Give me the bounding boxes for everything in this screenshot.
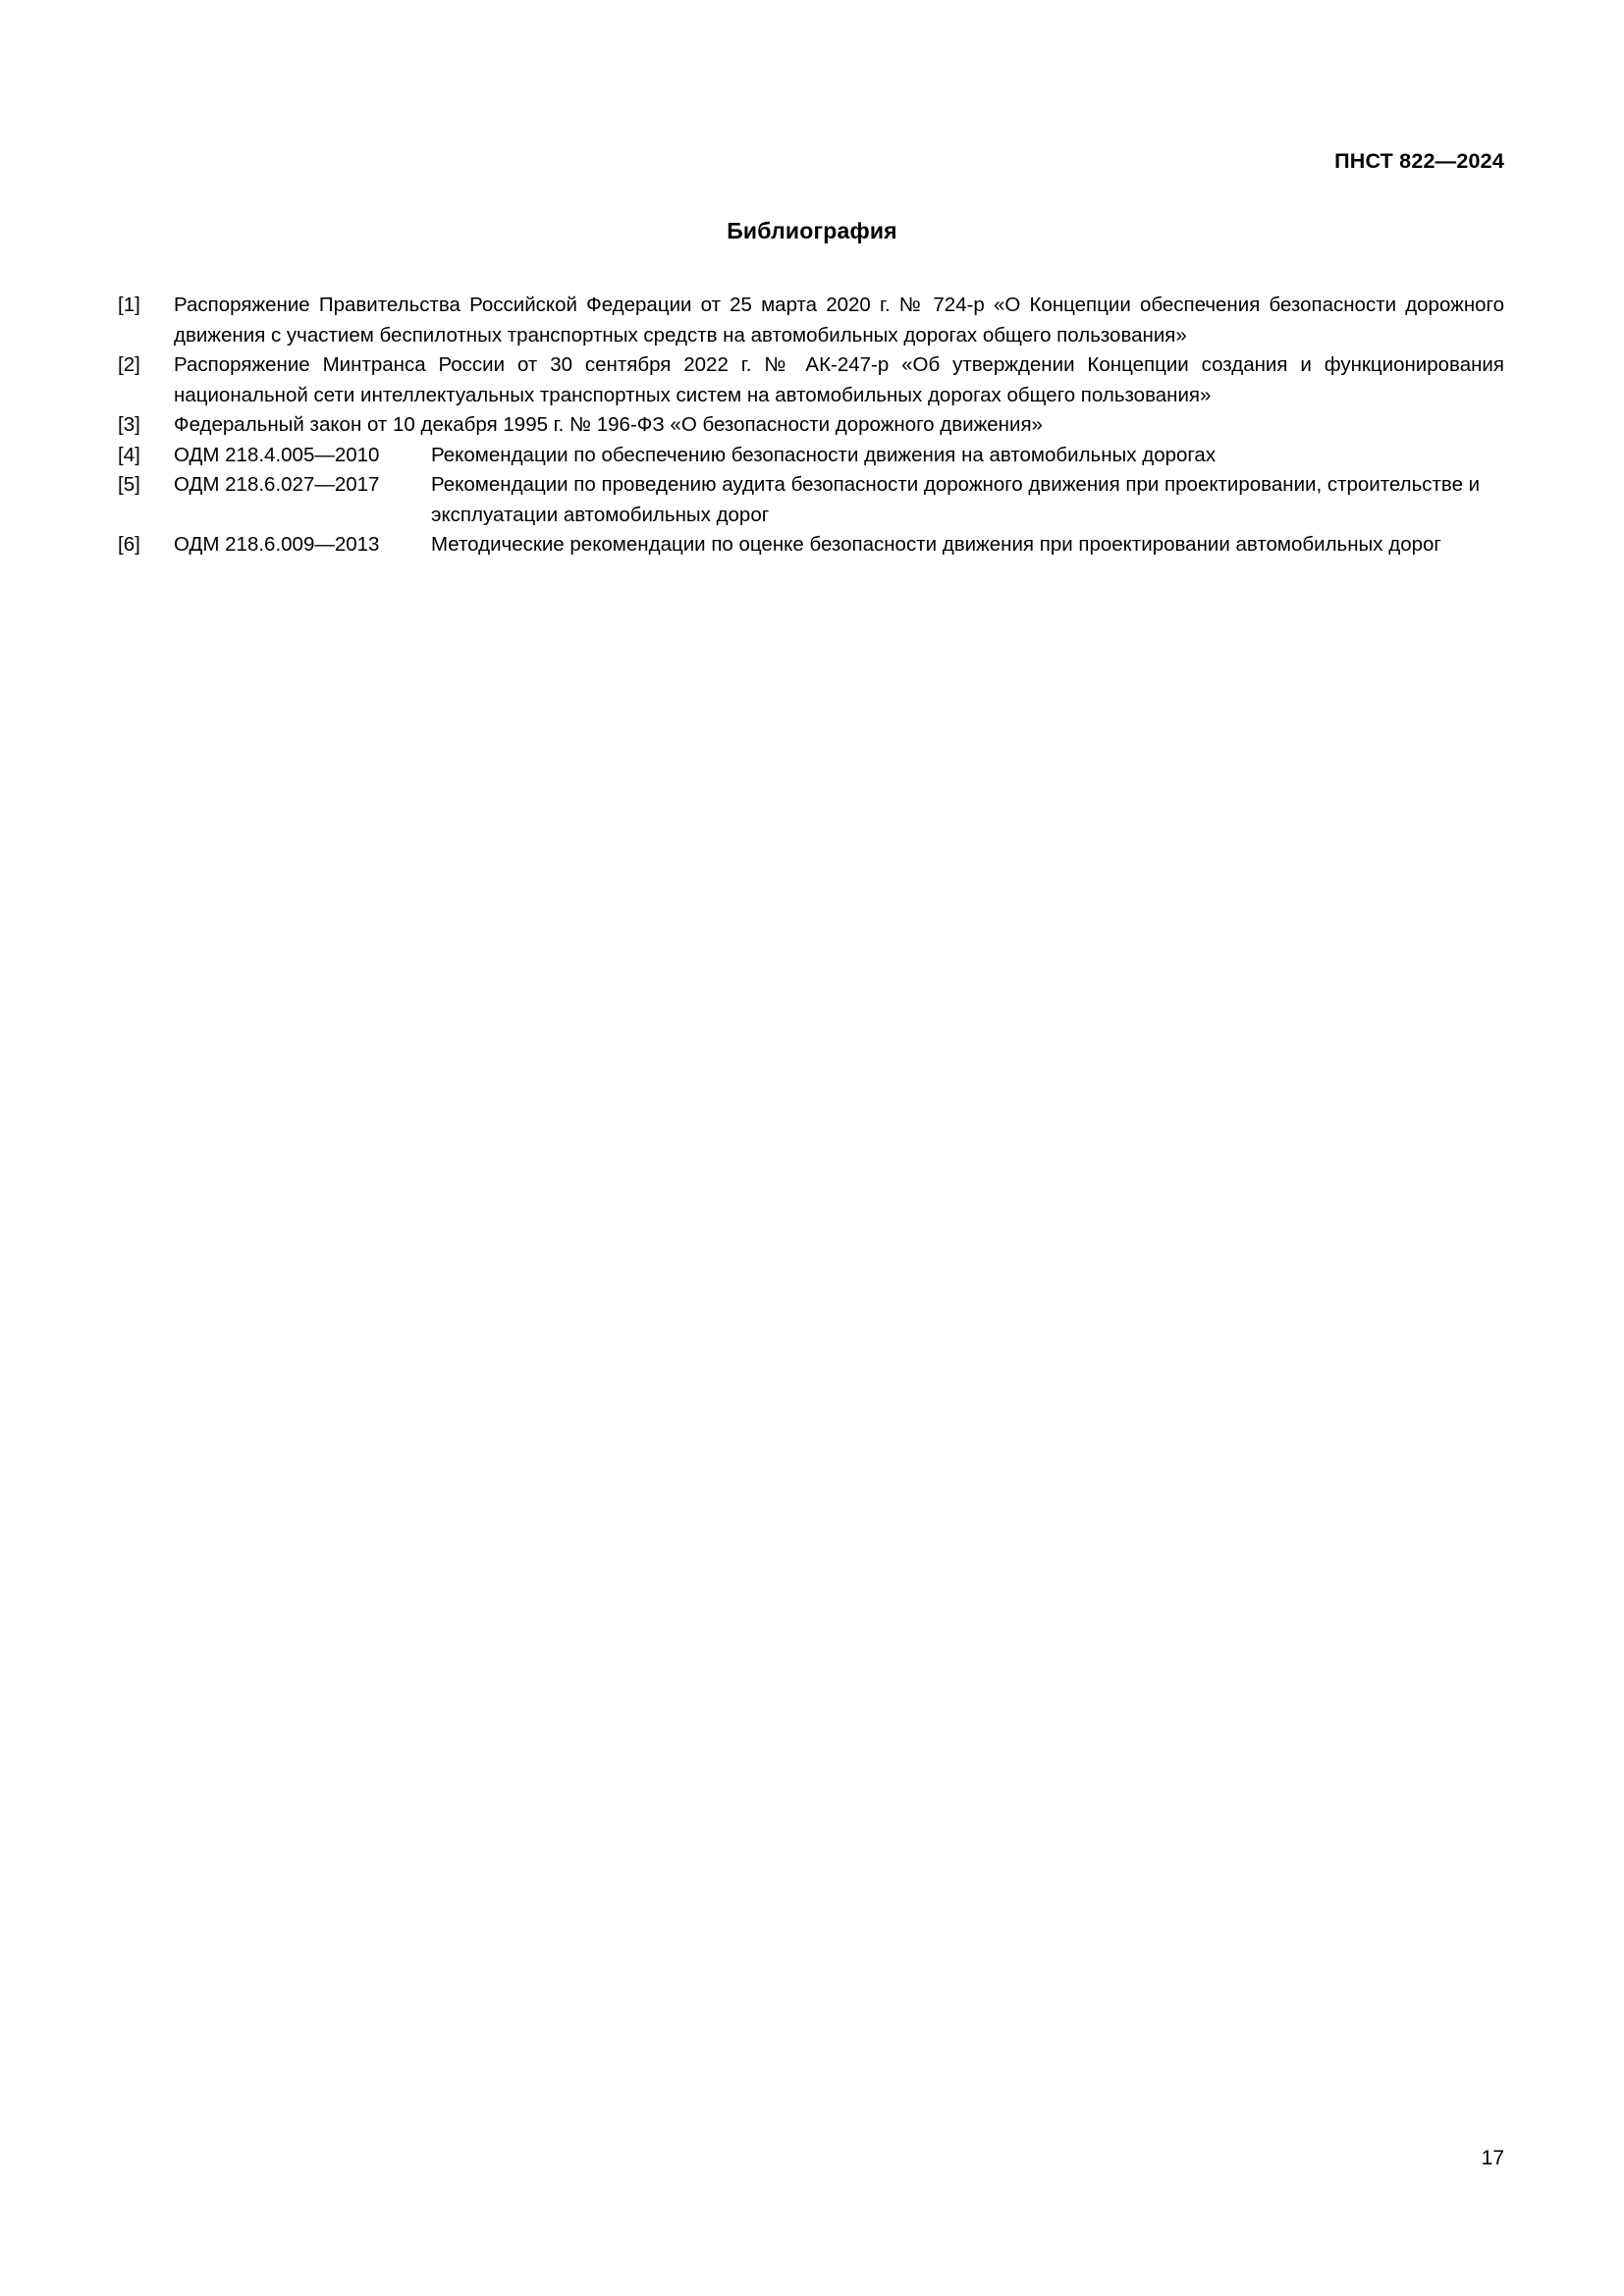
reference-code: ОДМ 218.6.009—2013 bbox=[174, 533, 380, 556]
reference-body bbox=[174, 470, 1504, 530]
list-item bbox=[118, 470, 1504, 530]
reference-body bbox=[174, 441, 1504, 471]
reference-number: [4] bbox=[118, 443, 140, 466]
list-item bbox=[118, 350, 1504, 410]
reference-code: ОДМ 218.4.005—2010 bbox=[174, 443, 380, 466]
list-item bbox=[118, 291, 1504, 350]
page-header-standard-number: ПНСТ 822—2024 bbox=[1334, 149, 1504, 173]
list-item bbox=[118, 410, 1504, 441]
reference-number: [5] bbox=[118, 473, 140, 496]
list-item bbox=[118, 441, 1504, 471]
reference-text: Рекомендации по проведению аудита безопасности дорожного движения при проектировании, строительстве и эксплуатации автомобильных дорог bbox=[431, 473, 1481, 526]
reference-text: Распоряжение Минтранса России от 30 сентября 2022 г. № АК-247-р «Об утверждении Концепции создания и функционирования национальной сети интеллектуальных транспортных систем на автомобильных дорогах общего пользования» bbox=[174, 353, 1504, 406]
page-number: 17 bbox=[1481, 2147, 1504, 2169]
page-title: Библиография bbox=[727, 218, 897, 243]
reference-body bbox=[174, 530, 1504, 561]
list-item bbox=[118, 530, 1504, 561]
reference-text: Методические рекомендации по оценке безопасности движения при проектировании автомобильных дорог bbox=[431, 533, 1441, 556]
reference-number: [6] bbox=[118, 533, 140, 556]
reference-text: Распоряжение Правительства Российской Федерации от 25 марта 2020 г. № 724-р «О Концепции обеспечения безопасности дорожного движения с участием беспилотных транспортных средств на автомобильных дорогах общего пользования» bbox=[174, 294, 1504, 347]
reference-number: [3] bbox=[118, 413, 140, 436]
reference-text: Рекомендации по обеспечению безопасности движения на автомобильных дорогах bbox=[431, 443, 1217, 466]
reference-code: ОДМ 218.6.027—2017 bbox=[174, 473, 380, 496]
reference-text: Федеральный закон от 10 декабря 1995 г. № 196-ФЗ «О безопасности дорожного движения» bbox=[174, 413, 1043, 436]
bibliography-list bbox=[118, 291, 1504, 561]
reference-number: [2] bbox=[118, 353, 140, 376]
reference-number: [1] bbox=[118, 294, 140, 316]
